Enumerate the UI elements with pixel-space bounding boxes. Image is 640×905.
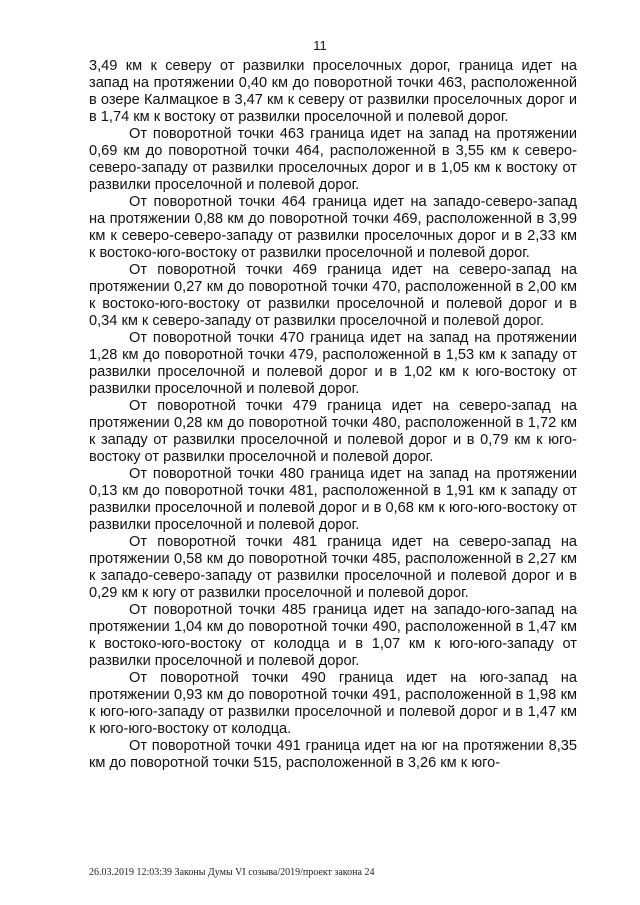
- page-footer: 26.03.2019 12:03:39 Законы Думы VI созыва/2019/проект закона 24: [89, 867, 375, 878]
- paragraph-7: От поворотной точки 480 граница идет на запад на протяжении 0,13 км до поворотной точки 481, расположенной в 1,91 км к западу от развилки проселочной и полевой дорог и в 0,68 км к юго-юго-востоку от развилки проселочной и полевой дорог.: [89, 466, 577, 533]
- paragraph-8: От поворотной точки 481 граница идет на северо-запад на протяжении 0,58 км до поворотной точки 485, расположенной в 2,27 км к западо-северо-западу от развилки проселочной и полевой дорог и в 0,29 км к югу от развилки проселочной и полевой дорог.: [89, 534, 577, 601]
- paragraph-5: От поворотной точки 470 граница идет на запад на протяжении 1,28 км до поворотной точки 479, расположенной в 1,53 км к западу от развилки проселочной и полевой дорог и в 1,02 км к юго-востоку от развилки проселочной и полевой дорог.: [89, 330, 577, 397]
- paragraph-10: От поворотной точки 490 граница идет на юго-запад на протяжении 0,93 км до поворотной точки 491, расположенной в 1,98 км к юго-юго-западу от развилки проселочной и полевой дорог и в 1,47 км к юго-юго-востоку от колодца.: [89, 670, 577, 737]
- paragraph-1: 3,49 км к северу от развилки проселочных дорог, граница идет на запад на протяжении 0,40 км до поворотной точки 463, расположенной в озере Калмацкое в 3,47 км к северу от развилки проселочных дорог и в 1,74 км к востоку от развилки проселочной и полевой дорог.: [89, 58, 577, 125]
- paragraph-6: От поворотной точки 479 граница идет на северо-запад на протяжении 0,28 км до поворотной точки 480, расположенной в 1,72 км к западу от развилки проселочной и полевой дорог и в 0,79 км к юго-востоку от развилки проселочной и полевой дорог.: [89, 398, 577, 465]
- paragraph-4: От поворотной точки 469 граница идет на северо-запад на протяжении 0,27 км до поворотной точки 470, расположенной в 2,00 км к востоко-юго-востоку от развилки проселочной и полевой дорог и в 0,34 км к северо-западу от развилки проселочной и полевой дорог.: [89, 262, 577, 329]
- paragraph-3: От поворотной точки 464 граница идет на западо-северо-запад на протяжении 0,88 км до поворотной точки 469, расположенной в 3,99 км к северо-северо-западу от развилки проселочных дорог и в 2,33 км к востоко-юго-востоку от развилки проселочной и полевой дорог.: [89, 194, 577, 261]
- paragraph-2: От поворотной точки 463 граница идет на запад на протяжении 0,69 км до поворотной точки 464, расположенной в 3,55 км к северо-северо-западу от развилки проселочных дорог и в 1,05 км к востоку от развилки проселочной и полевой дорог.: [89, 126, 577, 193]
- document-body: [89, 58, 577, 772]
- paragraph-11: От поворотной точки 491 граница идет на юг на протяжении 8,35 км до поворотной точки 515, расположенной в 3,26 км к юго-: [89, 738, 577, 771]
- paragraph-9: От поворотной точки 485 граница идет на западо-юго-запад на протяжении 1,04 км до поворотной точки 490, расположенной в 1,47 км к востоко-юго-востоку от колодца и в 1,07 км к юго-юго-западу от развилки проселочной и полевой дорог.: [89, 602, 577, 669]
- page-number: 11: [313, 38, 327, 53]
